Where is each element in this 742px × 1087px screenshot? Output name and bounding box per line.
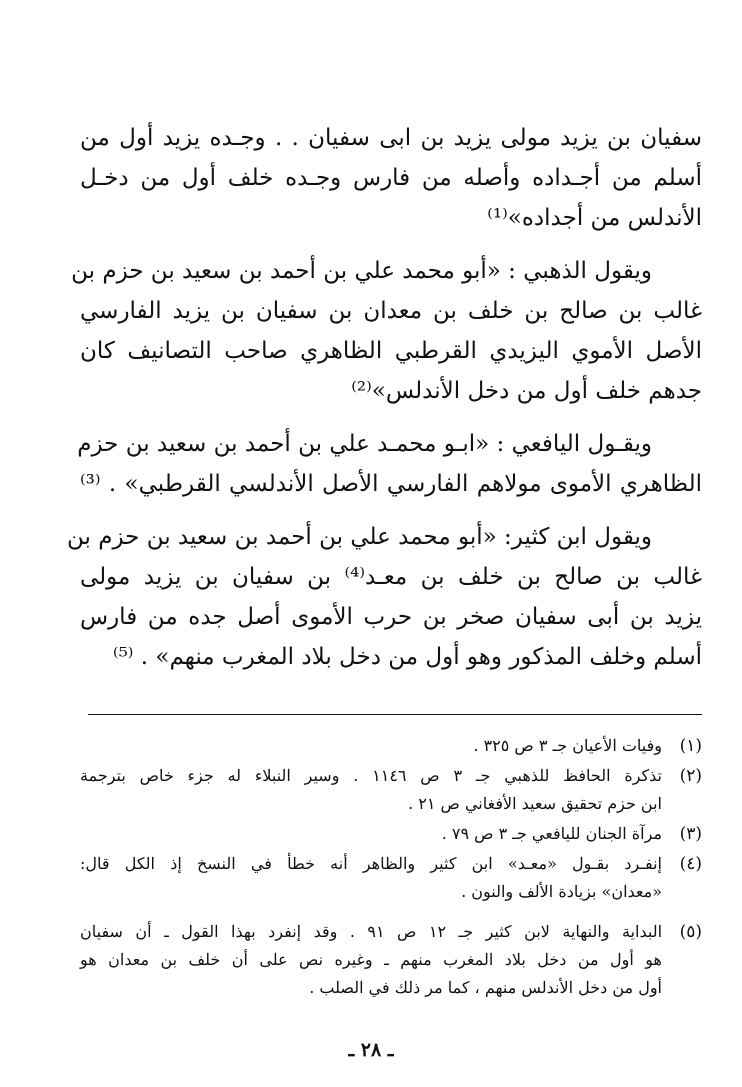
footnote-number: (٤) xyxy=(679,854,702,874)
footnote xyxy=(80,762,702,818)
footnote-number: (١) xyxy=(679,736,702,756)
footnote-number: (٥) xyxy=(679,922,702,942)
paragraph xyxy=(71,251,702,411)
footnote xyxy=(80,820,702,848)
footnote xyxy=(80,850,702,906)
footnotes xyxy=(80,732,702,1004)
footnote-line: مرآة الجنان لليافعي جـ ٣ ص ٧٩ . xyxy=(441,824,662,843)
text-line: سفيان بن يزيد مولى يزيد بن ابى سفيان . . وجـده يزيد أول من xyxy=(80,125,702,151)
text-line: ويقول الذهبي : «أبو محمد علي بن أحمد بن سعيد بن حزم بن xyxy=(71,258,652,284)
main-text xyxy=(67,118,703,690)
text-line: الظاهري الأموى مولاهم الفارسي الأصل الأندلسي القرطبي» . ⁽³⁾ xyxy=(80,471,702,497)
footnote-separator xyxy=(88,714,702,715)
footnote xyxy=(80,918,702,1002)
footnote-number: (٢) xyxy=(679,766,702,786)
text-line: ويقـول اليافعي : «ابـو محمـد علي بن أحمد بن سعيد بن حزم xyxy=(77,431,652,457)
footnote-line: هو أول من دخل بلاد المغرب منهم ـ وغيره نص على أن خلف بن معدان هو xyxy=(80,950,662,969)
footnote-line: أول من دخل الأندلس منهم ، كما مر ذلك في الصلب . xyxy=(309,978,662,997)
footnote-line: «معدان» بزيادة الألف والنون . xyxy=(461,882,662,901)
text-line: الأصل الأموي اليزيدي القرطبي الظاهري صاحب التصانيف كان xyxy=(80,338,702,364)
text-line: يزيد بن أبى سفيان صخر بن حرب الأموى أصل جده من فارس xyxy=(80,604,702,630)
paragraph xyxy=(67,517,703,677)
footnote-line: وفيات الأعيان جـ ٣ ص ٣٢٥ . xyxy=(473,736,662,755)
footnote-line: تذكرة الحافظ للذهبي جـ ٣ ص ١١٤٦ . وسير النبلاء له جزء خاص بترجمة xyxy=(80,766,663,785)
paragraph xyxy=(77,424,702,504)
footnote-line: ابن حزم تحقيق سعيد الأفغاني ص ٢١ . xyxy=(408,794,662,813)
footnote-number: (٣) xyxy=(679,824,702,844)
text-line: جدهم خلف أول من دخل الأندلس»⁽²⁾ xyxy=(351,378,702,404)
page-number: ـ ٢٨ ـ xyxy=(348,1039,394,1061)
text-line: أسلم من أجـداده وأصله من فارس وجـده خلف أول من دخـل xyxy=(80,165,702,191)
paragraph xyxy=(80,118,702,238)
text-line: ويقول ابن كثير: «أبو محمد علي بن أحمد بن سعيد بن حزم بن xyxy=(67,524,652,550)
footnote-line: إنفـرد بقـول «معـد» ابن كثير والظاهر أنه خطأ في النسخ إذ الكل قال: xyxy=(80,854,662,873)
text-line: غالب بن صالح بن خلف بن معـد⁽⁴⁾ بن سفيان بن يزيد مولى xyxy=(80,564,703,590)
text-line: الأندلس من أجداده»⁽¹⁾ xyxy=(487,205,702,231)
text-line: أسلم وخلف المذكور وهو أول من دخل بلاد المغرب منهم» . ⁽⁵⁾ xyxy=(112,644,702,670)
footnote xyxy=(80,732,702,760)
text-line: غالب بن صالح بن خلف بن معدان بن سفيان بن يزيد الفارسي xyxy=(80,298,702,324)
footnote-line: البداية والنهاية لابن كثير جـ ١٢ ص ٩١ . وقد إنفرد بهذا القول ـ أن سفيان xyxy=(80,922,663,941)
